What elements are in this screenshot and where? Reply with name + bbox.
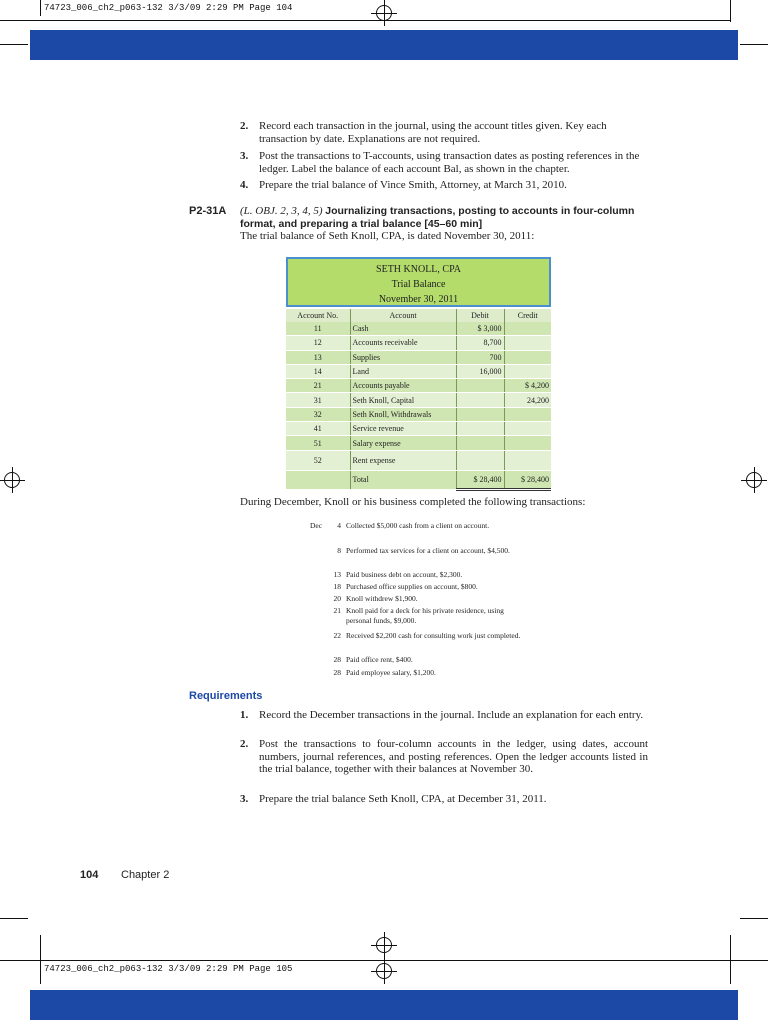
problem-title: Journalizing transactions, posting to accounts in four-column format, and preparing a trial balance [45–60 min] (240, 205, 635, 230)
table-row (286, 422, 551, 436)
crop-mark (740, 918, 768, 919)
print-slug-top: 74723_006_ch2_p063-132 3/3/09 2:29 PM Page 104 (44, 3, 293, 13)
account-name: Cash (350, 322, 456, 336)
step-item (240, 120, 648, 145)
crop-mark (740, 44, 768, 45)
transaction-day: 28 (333, 655, 341, 664)
account-name: Accounts receivable (350, 336, 456, 350)
transaction-item (310, 631, 535, 641)
requirement-item (240, 738, 648, 776)
account-name: Service revenue (350, 422, 456, 436)
account-no: 41 (286, 422, 350, 436)
column-header: Account No. (286, 309, 350, 322)
crop-mark (40, 0, 41, 16)
empty-cell (286, 470, 350, 489)
registration-mark (376, 937, 392, 953)
requirement-number: 1. (240, 709, 249, 721)
credit-cell (504, 422, 551, 436)
chapter-label: Chapter 2 (121, 869, 170, 881)
statement-title: Trial Balance (391, 279, 446, 290)
table-row (286, 379, 551, 393)
step-text: Prepare the trial balance of Vince Smith, Attorney, at March 31, 2010. (259, 179, 567, 191)
account-name: Seth Knoll, Withdrawals (350, 407, 456, 421)
transaction-item (310, 570, 535, 580)
credit-cell (504, 336, 551, 350)
header-band (30, 30, 738, 60)
account-no: 32 (286, 407, 350, 421)
account-name: Rent expense (350, 450, 456, 470)
total-debit: $ 28,400 (456, 470, 504, 489)
transaction-text: Purchased office supplies on account, $800. (346, 582, 478, 591)
requirement-text: Post the transactions to four-column accounts in the ledger, using dates, account numbers, journal references, and posting references. Open the ledger accounts listed in the trial balance, together with their balances at November 30. (259, 738, 648, 775)
credit-cell (504, 450, 551, 470)
transaction-item (310, 582, 535, 592)
learning-objectives: (L. OBJ. 2, 3, 4, 5) (240, 205, 323, 217)
transaction-text: Performed tax services for a client on account, $4,500. (346, 546, 510, 555)
credit-cell (504, 407, 551, 421)
account-no: 52 (286, 450, 350, 470)
credit-cell: $ 4,200 (504, 379, 551, 393)
debit-cell (456, 422, 504, 436)
table-row (286, 436, 551, 450)
transaction-day: 13 (333, 570, 341, 579)
transaction-day: 4 (337, 521, 341, 530)
transaction-day: 21 (333, 606, 341, 615)
print-slug-bottom: 74723_006_ch2_p063-132 3/3/09 2:29 PM Page 105 (44, 964, 293, 974)
december-intro: During December, Knoll or his business completed the following transactions: (240, 496, 586, 508)
step-number: 3. (240, 150, 249, 162)
requirement-text: Record the December transactions in the journal. Include an explanation for each entry. (259, 709, 644, 721)
credit-cell (504, 322, 551, 336)
transaction-item (310, 606, 535, 625)
page-number: 104 (80, 869, 99, 881)
requirement-text: Prepare the trial balance Seth Knoll, CPA, at December 31, 2011. (259, 793, 547, 805)
table-row (286, 407, 551, 421)
crop-mark (730, 964, 731, 984)
debit-cell: 8,700 (456, 336, 504, 350)
transaction-day: 18 (333, 582, 341, 591)
account-no: 11 (286, 322, 350, 336)
transaction-item (310, 668, 535, 678)
requirement-item (240, 709, 648, 722)
account-name: Salary expense (350, 436, 456, 450)
debit-cell (456, 393, 504, 407)
debit-cell (456, 379, 504, 393)
account-no: 13 (286, 350, 350, 364)
transaction-day: 22 (333, 631, 341, 640)
column-header: Account (350, 309, 456, 322)
trial-balance-table (286, 309, 551, 491)
total-row (286, 470, 551, 489)
debit-cell: 700 (456, 350, 504, 364)
table-row (286, 364, 551, 378)
table-row (286, 322, 551, 336)
debit-cell: 16,000 (456, 364, 504, 378)
transaction-item (310, 521, 535, 531)
table-row (286, 350, 551, 364)
trial-balance-header (286, 257, 551, 307)
crop-line (0, 20, 730, 21)
total-label: Total (350, 470, 456, 489)
step-item (240, 150, 648, 175)
account-no: 21 (286, 379, 350, 393)
account-name: Land (350, 364, 456, 378)
debit-cell: $ 3,000 (456, 322, 504, 336)
crop-mark (0, 918, 28, 919)
step-text: Record each transaction in the journal, using the account titles given. Key each transaction by date. Explanations are not required. (259, 120, 607, 145)
debit-cell (456, 436, 504, 450)
table-row (286, 450, 551, 470)
requirement-number: 3. (240, 793, 249, 805)
crop-mark (730, 0, 731, 22)
registration-mark (376, 963, 392, 979)
transaction-day: 20 (333, 594, 341, 603)
crop-mark (40, 964, 41, 984)
footer-band (30, 990, 738, 1020)
transaction-day: 28 (333, 668, 341, 677)
debit-cell (456, 450, 504, 470)
account-name: Seth Knoll, Capital (350, 393, 456, 407)
total-credit: $ 28,400 (504, 470, 551, 489)
debit-cell (456, 407, 504, 421)
problem-intro: The trial balance of Seth Knoll, CPA, is dated November 30, 2011: (240, 230, 535, 242)
transaction-text: Knoll withdrew $1,900. (346, 594, 418, 603)
transaction-text: Received $2,200 cash for consulting work just completed. (346, 631, 521, 640)
credit-cell (504, 364, 551, 378)
transaction-text: Knoll paid for a deck for his private residence, using personal funds, $9,000. (346, 606, 504, 625)
column-header: Credit (504, 309, 551, 322)
requirements-heading: Requirements (189, 690, 263, 702)
company-name: SETH KNOLL, CPA (376, 264, 461, 275)
step-number: 4. (240, 179, 249, 191)
account-no: 51 (286, 436, 350, 450)
account-name: Accounts payable (350, 379, 456, 393)
transaction-text: Paid office rent, $400. (346, 655, 413, 664)
credit-cell: 24,200 (504, 393, 551, 407)
transaction-month: Dec (310, 521, 323, 530)
credit-cell (504, 436, 551, 450)
registration-mark-right (746, 472, 762, 488)
problem-id: P2-31A (189, 205, 227, 217)
table-header-row (286, 309, 551, 322)
transaction-day: 8 (337, 546, 341, 555)
step-item (240, 179, 648, 192)
transaction-item (310, 546, 535, 556)
transaction-text: Paid employee salary, $1,200. (346, 668, 436, 677)
registration-mark-left (4, 472, 20, 488)
registration-mark (376, 5, 392, 21)
table-row (286, 393, 551, 407)
transaction-item (310, 594, 535, 604)
problem-heading (240, 205, 660, 230)
account-no: 14 (286, 364, 350, 378)
step-text: Post the transactions to T-accounts, using transaction dates as posting references in the ledger. Label the balance of each account Bal, as shown in the chapter. (259, 150, 640, 175)
statement-date: November 30, 2011 (378, 294, 459, 305)
transaction-text: Collected $5,000 cash from a client on account. (346, 521, 490, 530)
transaction-text: Paid business debt on account, $2,300. (346, 570, 463, 579)
credit-cell (504, 350, 551, 364)
table-row (286, 336, 551, 350)
transaction-item (310, 655, 535, 665)
requirement-number: 2. (240, 738, 249, 750)
requirement-item (240, 793, 648, 806)
account-no: 31 (286, 393, 350, 407)
account-name: Supplies (350, 350, 456, 364)
step-number: 2. (240, 120, 249, 132)
column-header: Debit (456, 309, 504, 322)
account-no: 12 (286, 336, 350, 350)
crop-mark (0, 44, 28, 45)
